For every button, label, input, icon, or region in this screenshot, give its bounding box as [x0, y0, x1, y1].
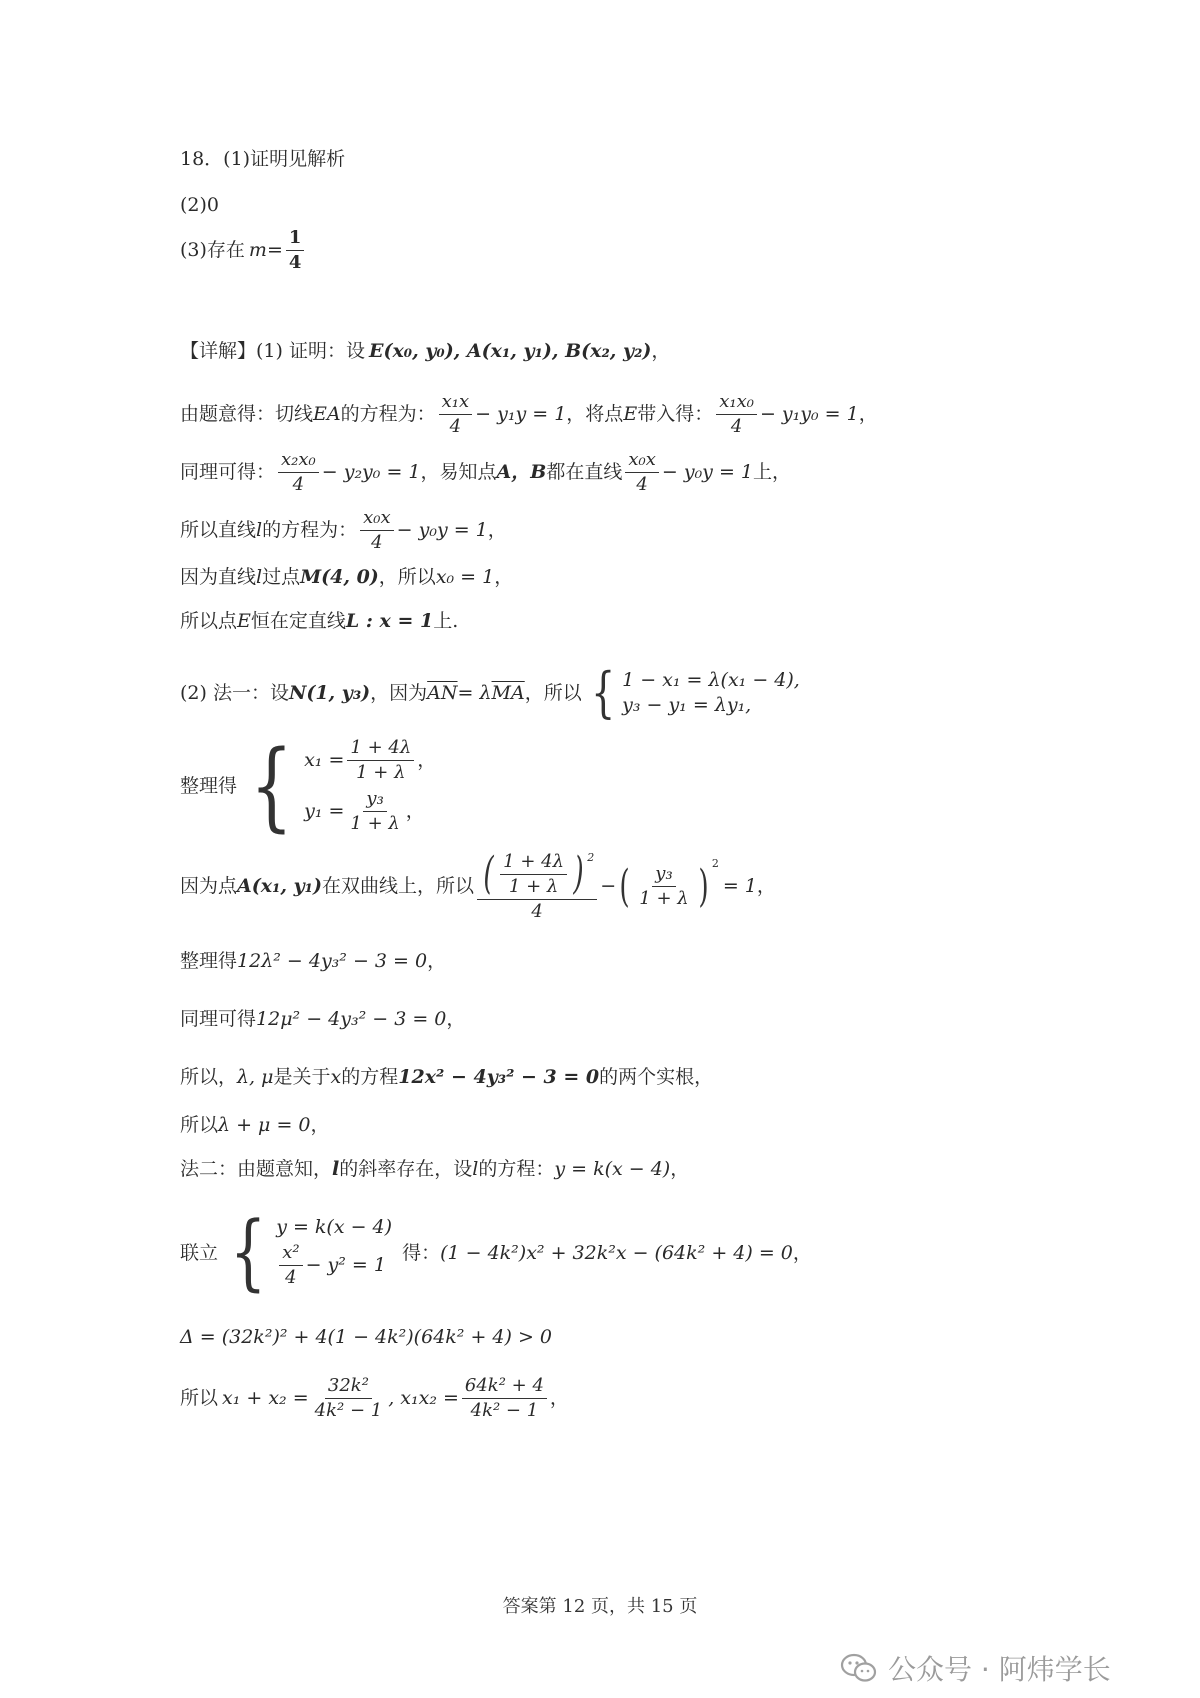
detail-line-12: 所以， λ, μ 是关于 x 的方程 12x² − 4y₃² − 3 = 0 的两个实根，	[180, 1066, 714, 1088]
fraction: $\frac{\text{x₁x}}{4}$	[439, 392, 473, 437]
fraction: $\frac{\text{x²}}{4}$	[279, 1243, 302, 1288]
fraction: $\frac{\text{x₂x₀}}{4}$	[278, 450, 319, 495]
equation-system: { 1 − x₁ = λ(x₁ − 4), y₃ − y₁ = λy₁,	[590, 661, 800, 724]
vector-ma: $\overline{MA}$	[491, 681, 525, 704]
fraction: $\frac{1 + 4\lambda}{1 + \lambda}$	[347, 738, 414, 783]
answer-part-2: (2)0	[180, 194, 220, 216]
detail-line-9: 因为点 A(x₁, y₁) 在双曲线上，所以 ( $\frac{1 + 4\lambda}{1 + \lambda}$ ) $^2$ 4 − ( $\frac{\text{y₃}}{1 + \lambda}$ ) $^2$ = 1 ，	[180, 848, 776, 922]
detail-line-7: (2) 法一：设 N(1, y₃) ，因为 $\overline{AN}$ = λ $\overline{MA}$ ，所以 { 1 − x₁ = λ(x₁ − 4), y₃ − y₁ = λy₁,	[180, 661, 800, 724]
answer-line-2	[180, 196, 219, 215]
detail-line-5: 因为直线 l 过点 M(4, 0) ，所以 x₀ = 1 ，	[180, 566, 514, 588]
answer-line-1	[180, 150, 345, 169]
detail-line-13: 所以 λ + μ = 0 ，	[180, 1114, 330, 1136]
answer-part-3-text: (3)存在	[180, 238, 245, 261]
detail-line-11: 同理可得 12μ² − 4y₃² − 3 = 0 ，	[180, 1008, 466, 1030]
watermark	[840, 1648, 1111, 1688]
fraction: $\frac{\text{y₃}}{1 + \lambda}$	[639, 863, 689, 910]
detail-line-10: 整理得 12λ² − 4y₃² − 3 = 0 ，	[180, 950, 447, 972]
answer-part-1: 18．(1)证明见解析	[180, 148, 346, 170]
detail-tag: 【详解】	[180, 340, 257, 362]
left-brace: {	[250, 730, 293, 842]
left-brace: {	[229, 1205, 267, 1300]
fraction: $\frac{\text{y₃}}{1 + \lambda}$	[350, 788, 400, 834]
fraction: $\frac{\text{32k²}}{\text{4k² − 1}}$	[314, 1375, 383, 1421]
detail-line-15: 联立 { y = k(x − 4) $\frac{\text{x²}}{4}$ − y² = 1 得： (1 − 4k²)x² + 32k²x − (64k² + 4) = 0 ，	[180, 1205, 812, 1300]
detail-line-2: 由题意得：切线 EA 的方程为： $\frac{\text{x₁x}}{4}$ − y₁y = 1 ，将点 E 带入得： $\frac{\text{x₁x₀}}{4}$ − y₁y₀ = 1 ，	[180, 391, 878, 437]
detail-line-14: 法二：由题意知， l 的斜率存在，设 l 的方程： y = k(x − 4) ，	[180, 1158, 690, 1180]
answer-part-3-fraction: $\frac{1}{4}$	[286, 228, 305, 273]
detail-line-4: 所以直线 l 的方程为： $\frac{\text{x₀x}}{4}$ − y₀y = 1 ，	[180, 507, 507, 553]
equation-system: { y = k(x − 4) $\frac{\text{x²}}{4}$ − y² = 1	[229, 1205, 393, 1300]
fraction: $\frac{\text{x₀x}}{4}$	[625, 450, 659, 495]
vector-an: $\overline{AN}$	[427, 681, 458, 704]
detail-line-3: 同理可得： $\frac{\text{x₂x₀}}{4}$ − y₂y₀ = 1 ，易知点 A，B 都在直线 $\frac{\text{x₀x}}{4}$ − y₀y = 1 上，	[180, 449, 792, 495]
answer-line-3	[180, 228, 307, 273]
fraction: $\frac{\text{x₀x}}{4}$	[360, 508, 394, 553]
detail-line-17: 所以 x₁ + x₂ = $\frac{\text{32k²}}{\text{4k² − 1}}$ , x₁x₂ = $\frac{\text{64k² + 4}}{\text{4k² − 1}}$ ，	[180, 1375, 569, 1421]
answer-part-3-eq: =	[266, 238, 283, 261]
detail-line-8: 整理得 { x₁ = $\frac{1 + 4\lambda}{1 + \lambda}$ ， y₁ = $\frac{\text{y₃}}{1 + \lambda}$ ，	[180, 730, 437, 842]
wechat-icon	[840, 1652, 878, 1684]
fraction: $\frac{\text{64k² + 4}}{\text{4k² − 1}}$	[462, 1376, 547, 1421]
detail-line-6: 所以点 E 恒在定直线 L : x = 1 上.	[180, 610, 459, 632]
detail-line-16: Δ = (32k²)² + 4(1 − 4k²)(64k² + 4) > 0	[180, 1326, 552, 1348]
detail-line-1: 【详解】 (1) 证明：设 E(x₀, y₀), A(x₁, y₁), B(x₂, y₂) ，	[180, 340, 671, 362]
page-footer: 答案第 12 页，共 15 页	[502, 1596, 698, 1617]
fraction: $\frac{\text{x₁x₀}}{4}$	[716, 392, 757, 437]
answer-part-3-var: m	[248, 238, 267, 261]
hyperbola-fraction: ( $\frac{1 + 4\lambda}{1 + \lambda}$ ) $^2$ 4	[477, 852, 597, 921]
equation-system: { x₁ = $\frac{1 + 4\lambda}{1 + \lambda}$ ， y₁ = $\frac{\text{y₃}}{1 + \lambda}$ ，	[250, 730, 437, 842]
watermark-text: 公众号 · 阿炜学长	[888, 1653, 1111, 1686]
left-brace: {	[590, 661, 615, 724]
